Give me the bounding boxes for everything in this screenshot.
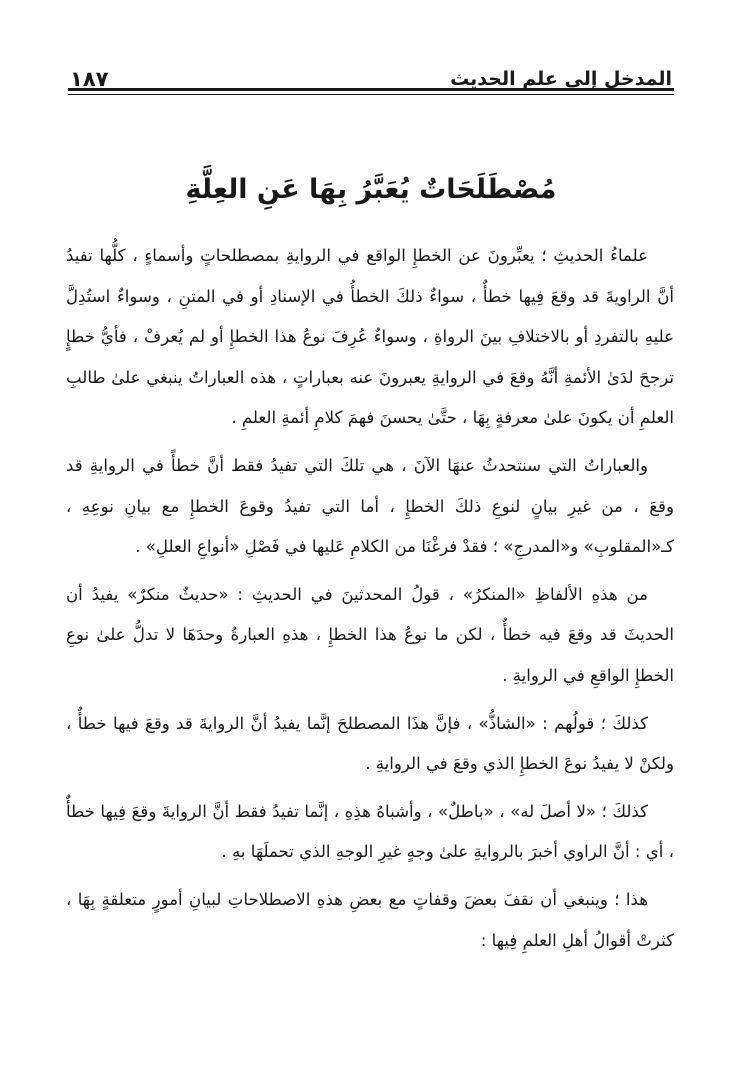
header-rule-thin <box>68 94 674 95</box>
paragraph-4: كذلكَ ؛ قولُهم : «الشاذُّ» ، فإنَّ هذَا المصطلحَ إنَّما يفيدُ أنَّ الروايةَ قد وقعَ فيها خطأٌ ، ولكنْ لا يفيدُ نوعَ الخطإِ الذي وقعَ في الروايةِ . <box>66 713 674 774</box>
header-rule-thick <box>68 88 674 91</box>
paragraph-2: والعباراتُ التي سنتحدثُ عنهَا الآنَ ، هي تلكَ التي تفيدُ فقط أنَّ خطأً في الروايةِ قد وقعَ ، من غيرِ بيانٍ لنوعِ ذلكَ الخطإِ ، أما التي تفيدُ وقوعَ الخطإِ مع بيانِ نوعِهِ ، كـ«المقلوبِ» و«المدرجِ» ؛ فقدْ فرغْنَا من الكلامِ عَليها في فَصْلِ «أنواعِ العللِ» . <box>66 455 674 557</box>
paragraph-5: كذلكَ ؛ «لا أصلَ له» ، «باطلٌ» ، وأشباهُ هذِهِ ، إنَّما تفيدُ فقط أنَّ الروايةَ وقعَ فِيها خطأٌ ، أي : أنَّ الراوي أخبرَ بالروايةِ علىٰ وجهٍ غيرِ الوجهِ الذي تحملَهَا بهِ . <box>66 801 674 862</box>
running-header <box>70 56 672 90</box>
paragraph-6: هذا ؛ وينبغي أن نقفَ بعضَ وقفاتٍ مع بعضِ هذهِ الاصطلاحاتِ لبيانِ أمورٍ متعلقةٍ بِهَا ، كثرتْ أقوالُ أهلِ العلمِ فِيها : <box>66 889 674 950</box>
section-title: مُصْطَلَحَاتٌ يُعَبَّرُ بِهَا عَنِ العِلَّةِ <box>185 174 557 206</box>
paragraph-1: علماءُ الحديثِ ؛ يعبِّرونَ عن الخطإِ الواقع في الروايةِ بمصطلحاتٍ وأسماءٍ ، كلُّها تفيدُ أنَّ الراويةَ قد وقعَ فِيها خطأٌ ، سواءٌ ذلكَ الخطأُ في الإسنادِ أو في المتنِ ، وسواءٌ استُدِلَّ عليهِ بالتفردِ أو بالاختلافِ بينَ الرواةِ ، وسواءٌ عُرِفَ نوعُ هذا الخطإِ أو لم يُعرفْ ، فأيُّ خطإٍ ترجحَ لدَىٰ الأئمةِ أنَّهُ وقعَ في الروايةِ يعبرونَ عنه بعباراتٍ ، هذه العباراتُ ينبغي علىٰ طالبِ العلمِ أن يكونَ علىٰ معرفةٍ بِهَا ، حتَّىٰ يحسنَ فهمَ كلامِ أئمةِ العلمِ . <box>66 246 674 428</box>
paragraph-3: من هذهِ الألفاظِ «المنكرُ» ، قولُ المحدثينَ في الحديثِ : «حديثٌ منكرٌ» يفيدُ أن الحديثَ قد وقعَ فيه خطأٌ ، لكن ما نوعُ هذا الخطإِ ، هذهِ العبارةُ وحدَهَا لا تدلُّ علىٰ نوعِ الخطإِ الواقعِ في الروايةِ . <box>66 584 674 685</box>
body-text <box>66 236 674 961</box>
running-title: المدخل إلى علم الحديث <box>450 68 672 90</box>
page-number: ١٨٧ <box>70 67 109 91</box>
